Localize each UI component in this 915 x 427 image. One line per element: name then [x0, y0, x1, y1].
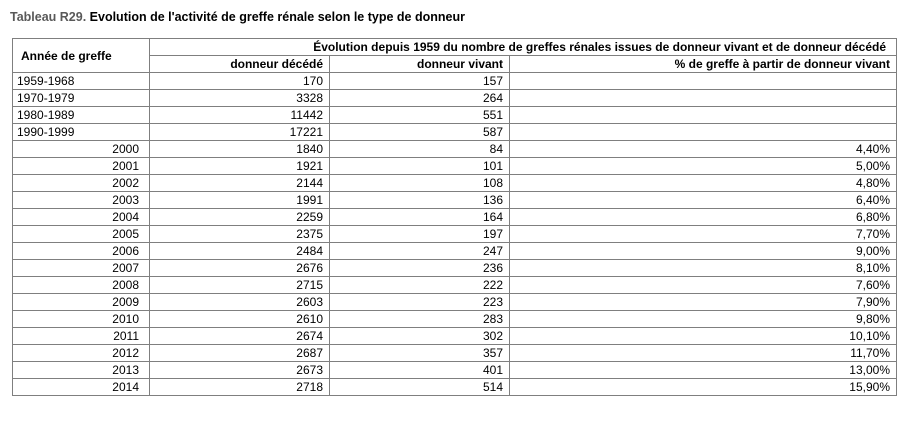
year-cell: 1970-1979	[13, 90, 150, 107]
table-row	[13, 175, 897, 192]
table-row	[13, 328, 897, 345]
table-row	[13, 362, 897, 379]
year-cell: 2006	[13, 243, 150, 260]
living-donor-cell: 101	[330, 158, 510, 175]
deceased-donor-cell: 2259	[150, 209, 330, 226]
year-cell: 2011	[13, 328, 150, 345]
deceased-donor-cell: 1921	[150, 158, 330, 175]
table-caption: Evolution de l'activité de greffe rénale selon le type de donneur	[86, 10, 465, 24]
year-cell: 1980-1989	[13, 107, 150, 124]
year-cell: 2001	[13, 158, 150, 175]
year-cell: 2005	[13, 226, 150, 243]
living-donor-pct-header: % de greffe à partir de donneur vivant	[510, 56, 897, 73]
living-donor-cell: 84	[330, 141, 510, 158]
deceased-donor-cell: 2673	[150, 362, 330, 379]
table-row	[13, 192, 897, 209]
year-cell: 2004	[13, 209, 150, 226]
year-cell: 2010	[13, 311, 150, 328]
living-donor-cell: 514	[330, 379, 510, 396]
table-row	[13, 90, 897, 107]
living-donor-cell: 108	[330, 175, 510, 192]
living-donor-cell: 357	[330, 345, 510, 362]
living-donor-pct-cell: 4,40%	[510, 141, 897, 158]
year-cell: 2008	[13, 277, 150, 294]
table-row	[13, 107, 897, 124]
living-donor-cell: 264	[330, 90, 510, 107]
table-row	[13, 141, 897, 158]
year-cell: 2002	[13, 175, 150, 192]
table-row	[13, 311, 897, 328]
table-row	[13, 209, 897, 226]
table-row	[13, 277, 897, 294]
living-donor-header: donneur vivant	[330, 56, 510, 73]
living-donor-pct-cell	[510, 107, 897, 124]
living-donor-pct-cell: 15,90%	[510, 379, 897, 396]
living-donor-cell: 587	[330, 124, 510, 141]
living-donor-pct-cell	[510, 90, 897, 107]
deceased-donor-cell: 170	[150, 73, 330, 90]
deceased-donor-cell: 2603	[150, 294, 330, 311]
living-donor-cell: 247	[330, 243, 510, 260]
year-cell: 2012	[13, 345, 150, 362]
deceased-donor-cell: 2718	[150, 379, 330, 396]
living-donor-pct-cell: 7,60%	[510, 277, 897, 294]
deceased-donor-header: donneur décédé	[150, 56, 330, 73]
year-column-header: Année de greffe	[13, 39, 150, 73]
year-cell: 2013	[13, 362, 150, 379]
year-cell: 2009	[13, 294, 150, 311]
year-cell: 2007	[13, 260, 150, 277]
deceased-donor-cell: 2144	[150, 175, 330, 192]
table-row	[13, 294, 897, 311]
living-donor-pct-cell	[510, 73, 897, 90]
deceased-donor-cell: 2610	[150, 311, 330, 328]
table-row	[13, 124, 897, 141]
deceased-donor-cell: 2375	[150, 226, 330, 243]
kidney-transplant-table	[12, 38, 897, 396]
deceased-donor-cell: 2687	[150, 345, 330, 362]
year-cell: 1959-1968	[13, 73, 150, 90]
living-donor-pct-cell: 7,70%	[510, 226, 897, 243]
living-donor-cell: 197	[330, 226, 510, 243]
table-row	[13, 73, 897, 90]
deceased-donor-cell: 3328	[150, 90, 330, 107]
living-donor-pct-cell: 6,40%	[510, 192, 897, 209]
table-number: Tableau R29.	[10, 10, 87, 24]
deceased-donor-cell: 2484	[150, 243, 330, 260]
table-row	[13, 158, 897, 175]
table-body	[13, 73, 897, 396]
living-donor-cell: 551	[330, 107, 510, 124]
year-cell: 2014	[13, 379, 150, 396]
year-cell: 2000	[13, 141, 150, 158]
living-donor-cell: 401	[330, 362, 510, 379]
living-donor-cell: 136	[330, 192, 510, 209]
year-cell: 2003	[13, 192, 150, 209]
table-row	[13, 243, 897, 260]
living-donor-pct-cell	[510, 124, 897, 141]
living-donor-pct-cell: 11,70%	[510, 345, 897, 362]
deceased-donor-cell: 17221	[150, 124, 330, 141]
group-column-header: Évolution depuis 1959 du nombre de greffes rénales issues de donneur vivant et de donneur décédé	[150, 39, 897, 56]
table-title	[10, 10, 465, 24]
living-donor-pct-cell: 9,00%	[510, 243, 897, 260]
deceased-donor-cell: 1840	[150, 141, 330, 158]
living-donor-cell: 236	[330, 260, 510, 277]
living-donor-pct-cell: 6,80%	[510, 209, 897, 226]
deceased-donor-cell: 2676	[150, 260, 330, 277]
living-donor-cell: 157	[330, 73, 510, 90]
deceased-donor-cell: 1991	[150, 192, 330, 209]
living-donor-cell: 302	[330, 328, 510, 345]
deceased-donor-cell: 11442	[150, 107, 330, 124]
living-donor-pct-cell: 9,80%	[510, 311, 897, 328]
table-row	[13, 345, 897, 362]
year-cell: 1990-1999	[13, 124, 150, 141]
living-donor-pct-cell: 8,10%	[510, 260, 897, 277]
table-row	[13, 260, 897, 277]
table-row	[13, 379, 897, 396]
living-donor-cell: 283	[330, 311, 510, 328]
living-donor-cell: 222	[330, 277, 510, 294]
living-donor-cell: 223	[330, 294, 510, 311]
living-donor-pct-cell: 10,10%	[510, 328, 897, 345]
table-row	[13, 226, 897, 243]
living-donor-pct-cell: 4,80%	[510, 175, 897, 192]
deceased-donor-cell: 2674	[150, 328, 330, 345]
deceased-donor-cell: 2715	[150, 277, 330, 294]
living-donor-cell: 164	[330, 209, 510, 226]
living-donor-pct-cell: 5,00%	[510, 158, 897, 175]
living-donor-pct-cell: 7,90%	[510, 294, 897, 311]
header-row-group	[13, 39, 897, 56]
living-donor-pct-cell: 13,00%	[510, 362, 897, 379]
